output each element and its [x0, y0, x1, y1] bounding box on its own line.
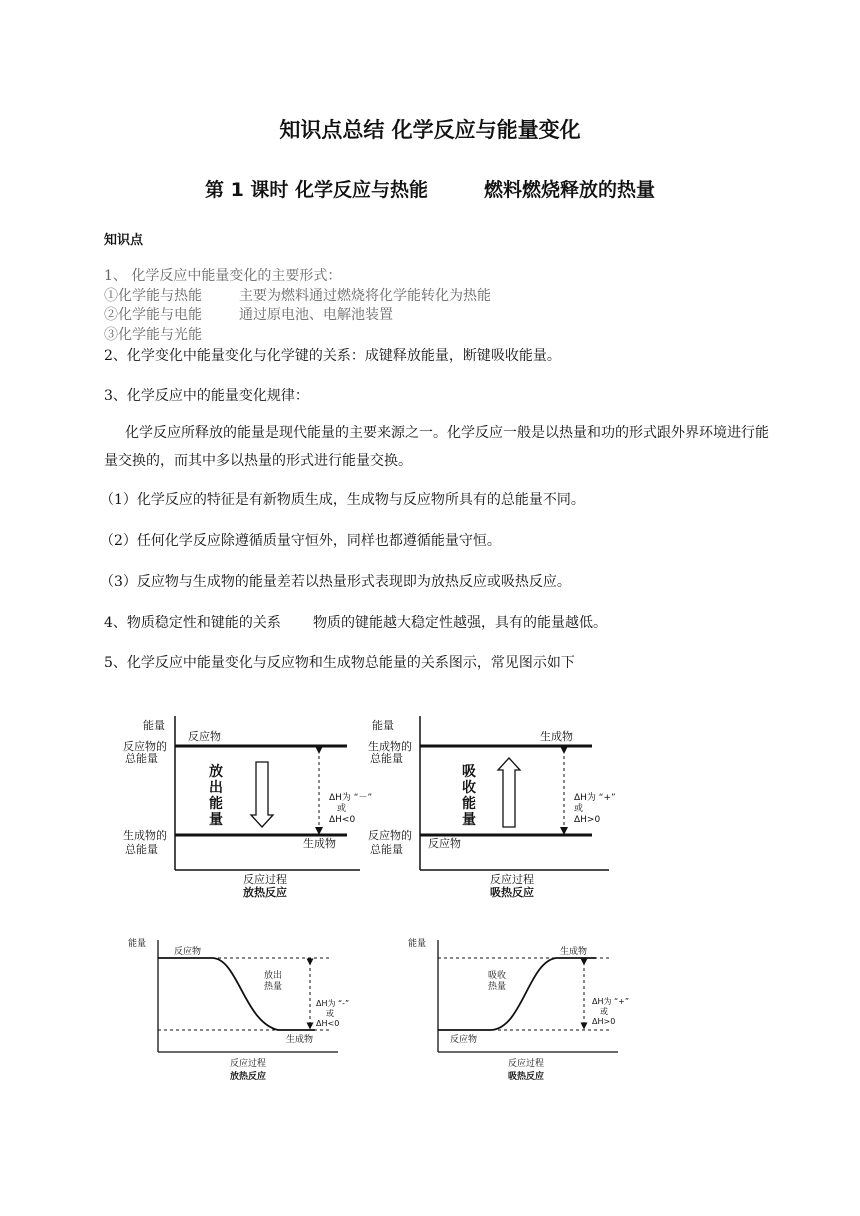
end-label: 生成物	[560, 947, 588, 957]
energy-curve	[158, 958, 315, 1030]
item-5: 5、化学反应中能量变化与反应物和生成物总能量的关系图示，常见图示如下	[104, 655, 575, 671]
arrow-text-4: 量	[209, 812, 223, 828]
x-axis-label: 反应过程	[490, 873, 534, 886]
exothermic-level-diagram	[115, 712, 373, 899]
item-3: 3、化学反应中的能量变化规律：	[104, 388, 309, 404]
bottom-level-label-2: 总能量	[370, 843, 403, 856]
item-1a-label: ①化学能与热能	[104, 288, 202, 304]
down-arrow-icon	[251, 762, 273, 827]
top-level-label-2: 总能量	[370, 752, 403, 765]
y-axis-label: 能量	[128, 939, 147, 949]
delta-h-text-2: 或	[326, 1009, 334, 1018]
y-axis-label: 能量	[408, 939, 427, 949]
delta-h-text-1: ΔH为 “－”	[329, 793, 373, 803]
x-axis-label: 反应过程	[508, 1059, 545, 1069]
delta-h-text-2: 或	[337, 804, 347, 814]
arrow-text-4: 量	[462, 812, 476, 828]
bottom-level-label-1: 生成物的	[123, 829, 167, 842]
x-axis-label: 反应过程	[243, 873, 287, 886]
endothermic-level-diagram	[364, 712, 624, 898]
top-line-label: 生成物	[540, 730, 573, 743]
delta-h-text-1: ΔH为 “+”	[592, 997, 630, 1006]
delta-h-text-2: 或	[600, 1007, 608, 1016]
arrow-text-1: 吸	[462, 764, 476, 780]
diagram-caption: 吸热反应	[490, 886, 534, 899]
delta-h-text-3: ΔH<0	[329, 815, 356, 825]
item-4-label: 4、物质稳定性和键能的关系	[104, 615, 281, 631]
lesson-subtitle	[0, 175, 860, 202]
heat-label-1: 吸收	[488, 971, 507, 981]
y-axis-label: 能量	[372, 719, 394, 732]
delta-h-text-3: ΔH<0	[316, 1019, 340, 1028]
y-axis-label: 能量	[143, 719, 165, 732]
document-title: 知识点总结 化学反应与能量变化	[279, 118, 581, 142]
top-level-label-1: 反应物的	[123, 740, 167, 753]
diagram-caption: 放热反应	[230, 1072, 267, 1082]
bottom-line-label: 反应物	[428, 837, 461, 850]
delta-h-text-1: ΔH为 “+”	[574, 793, 616, 803]
top-level-label-1: 生成物的	[368, 740, 412, 753]
item-1a-text: 主要为燃料通过燃烧将化学能转化为热能	[239, 288, 491, 304]
section-label: 知识点	[104, 233, 144, 248]
item-3-2: （2）任何化学反应除遵循质量守恒外，同样也都遵循能量守恒。	[100, 533, 501, 549]
x-axis-label: 反应过程	[230, 1059, 267, 1069]
item-1: 1、 化学反应中能量变化的主要形式：	[104, 268, 342, 284]
top-line-label: 反应物	[188, 730, 221, 743]
energy-curve	[438, 958, 596, 1030]
start-label: 反应物	[174, 947, 202, 957]
heat-label-2: 热量	[264, 982, 283, 992]
delta-h-text-3: ΔH>0	[592, 1017, 616, 1026]
diagram-caption: 吸热反应	[508, 1072, 545, 1082]
end-label: 生成物	[286, 1035, 314, 1045]
bottom-level-label-1: 反应物的	[368, 829, 412, 842]
item-2: 2、化学变化中能量变化与化学键的关系：成键释放能量，断键吸收能量。	[104, 348, 561, 364]
item-4-text: 物质的键能越大稳定性越强，具有的能量越低。	[313, 615, 607, 631]
item-1b-label: ②化学能与电能	[104, 307, 202, 323]
arrow-text-1: 放	[209, 764, 223, 780]
up-arrow-icon	[498, 758, 520, 827]
bottom-line-label: 生成物	[303, 837, 336, 850]
arrow-text-2: 出	[209, 780, 223, 796]
item-3-paragraph: 化学反应所释放的能量是现代能量的主要来源之一。化学反应一般是以热量和功的形式跟外界环境进行能量交换的，而其中多以热量的形式进行能量交换。	[104, 425, 769, 469]
start-label: 反应物	[450, 1035, 478, 1045]
exothermic-curve-diagram	[120, 932, 360, 1084]
item-3-3: （3）反应物与生成物的能量差若以热量形式表现即为放热反应或吸热反应。	[100, 574, 571, 590]
item-1c: ③化学能与光能	[104, 327, 202, 343]
arrow-text-3: 能	[462, 796, 476, 812]
heat-label-1: 放出	[264, 971, 283, 981]
item-1b-text: 通过原电池、电解池装置	[239, 307, 393, 323]
diagram-caption: 放热反应	[243, 886, 287, 899]
endothermic-curve-diagram	[404, 932, 644, 1084]
delta-h-text-3: ΔH>0	[574, 815, 601, 825]
bottom-level-label-2: 总能量	[125, 843, 158, 856]
item-3-1: （1）化学反应的特征是有新物质生成，生成物与反应物所具有的总能量不同。	[100, 492, 585, 508]
arrow-text-2: 收	[462, 780, 476, 796]
heat-label-2: 热量	[488, 982, 507, 992]
subtitle-part-2: 燃料燃烧释放的热量	[484, 179, 656, 201]
top-level-label-2: 总能量	[125, 752, 158, 765]
subtitle-part-1: 第 1 课时 化学反应与热能	[204, 179, 429, 201]
delta-h-text-1: ΔH为 “-”	[316, 999, 350, 1008]
delta-h-text-2: 或	[574, 804, 584, 814]
arrow-text-3: 能	[209, 796, 223, 812]
